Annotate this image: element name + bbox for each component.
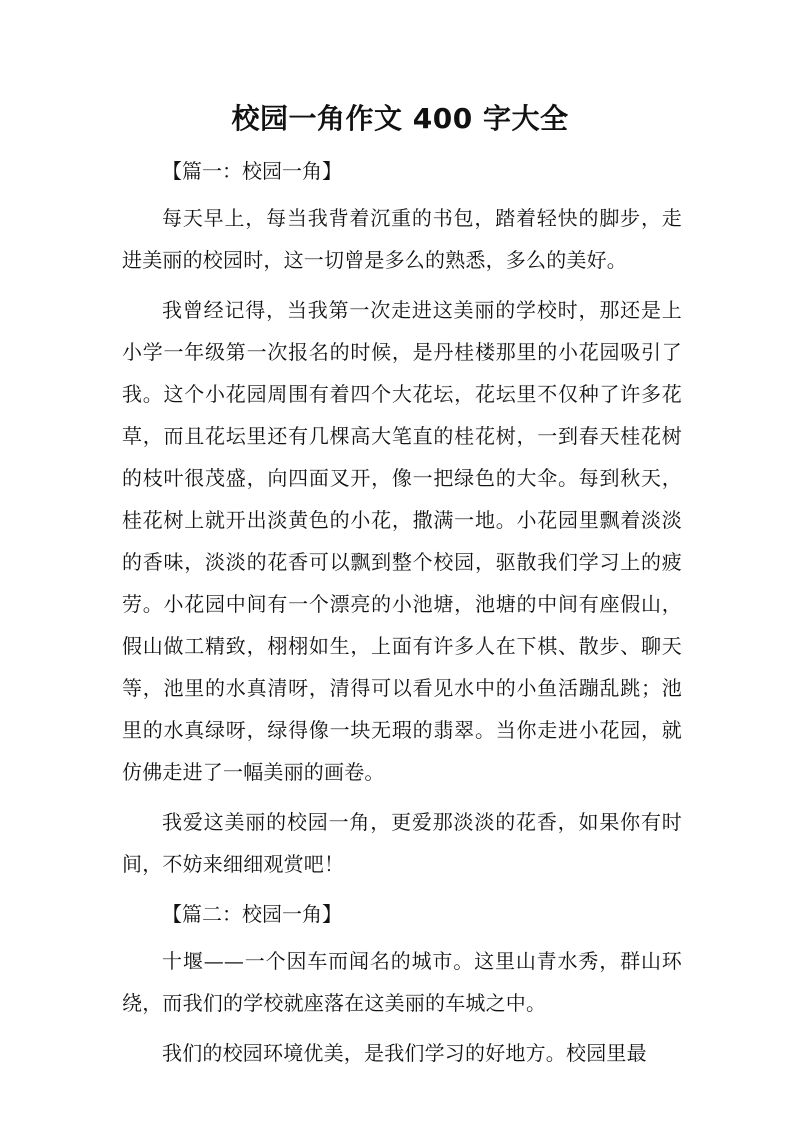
paragraph: 十堰——一个因车而闻名的城市。这里山青水秀，群山环绕，而我们的学校就座落在这美丽的车城之中。 [122,949,682,1015]
section-2 [122,893,682,1074]
paragraph: 我曾经记得，当我第一次走进这美丽的学校时，那还是上小学一年级第一次报名的时候，是丹桂楼那里的小花园吸引了我。这个小花园周围有着四个大花坛，花坛里不仅种了许多花草，而且花坛里还有几棵高大笔直的桂花树，一到春天桂花树的枝叶很茂盛，向四面叉开，像一把绿色的大伞。每到秋天，桂花树上就开出淡黄色的小花，撒满一地。小花园里飘着淡淡的香味，淡淡的花香可以飘到整个校园，驱散我们学习上的疲劳。小花园中间有一个漂亮的小池塘，池塘的中间有座假山，假山做工精致，栩栩如生，上面有许多人在下棋、散步、聊天等，池里的水真清呀，清得可以看见水中的小鱼活蹦乱跳；池里的水真绿呀，绿得像一块无瑕的翡翠。当你走进小花园，就仿佛走进了一幅美丽的画卷。 [122,298,682,784]
document-title: 校园一角作文 400 字大全 [231,102,569,135]
paragraph: 每天早上，每当我背着沉重的书包，踏着轻快的脚步，走进美丽的校园时，这一切曾是多么的熟悉，多么的美好。 [122,206,682,272]
paragraph: 我爱这美丽的校园一角，更爱那淡淡的花香，如果你有时间，不妨来细细观赏吧！ [122,810,682,876]
document-body [122,145,682,1082]
section-heading: 【篇一：校园一角】 [162,159,342,183]
paragraph: 我们的校园环境优美，是我们学习的好地方。校园里最 [162,1041,647,1065]
section-heading: 【篇二：校园一角】 [162,902,342,926]
section-1 [122,150,682,885]
